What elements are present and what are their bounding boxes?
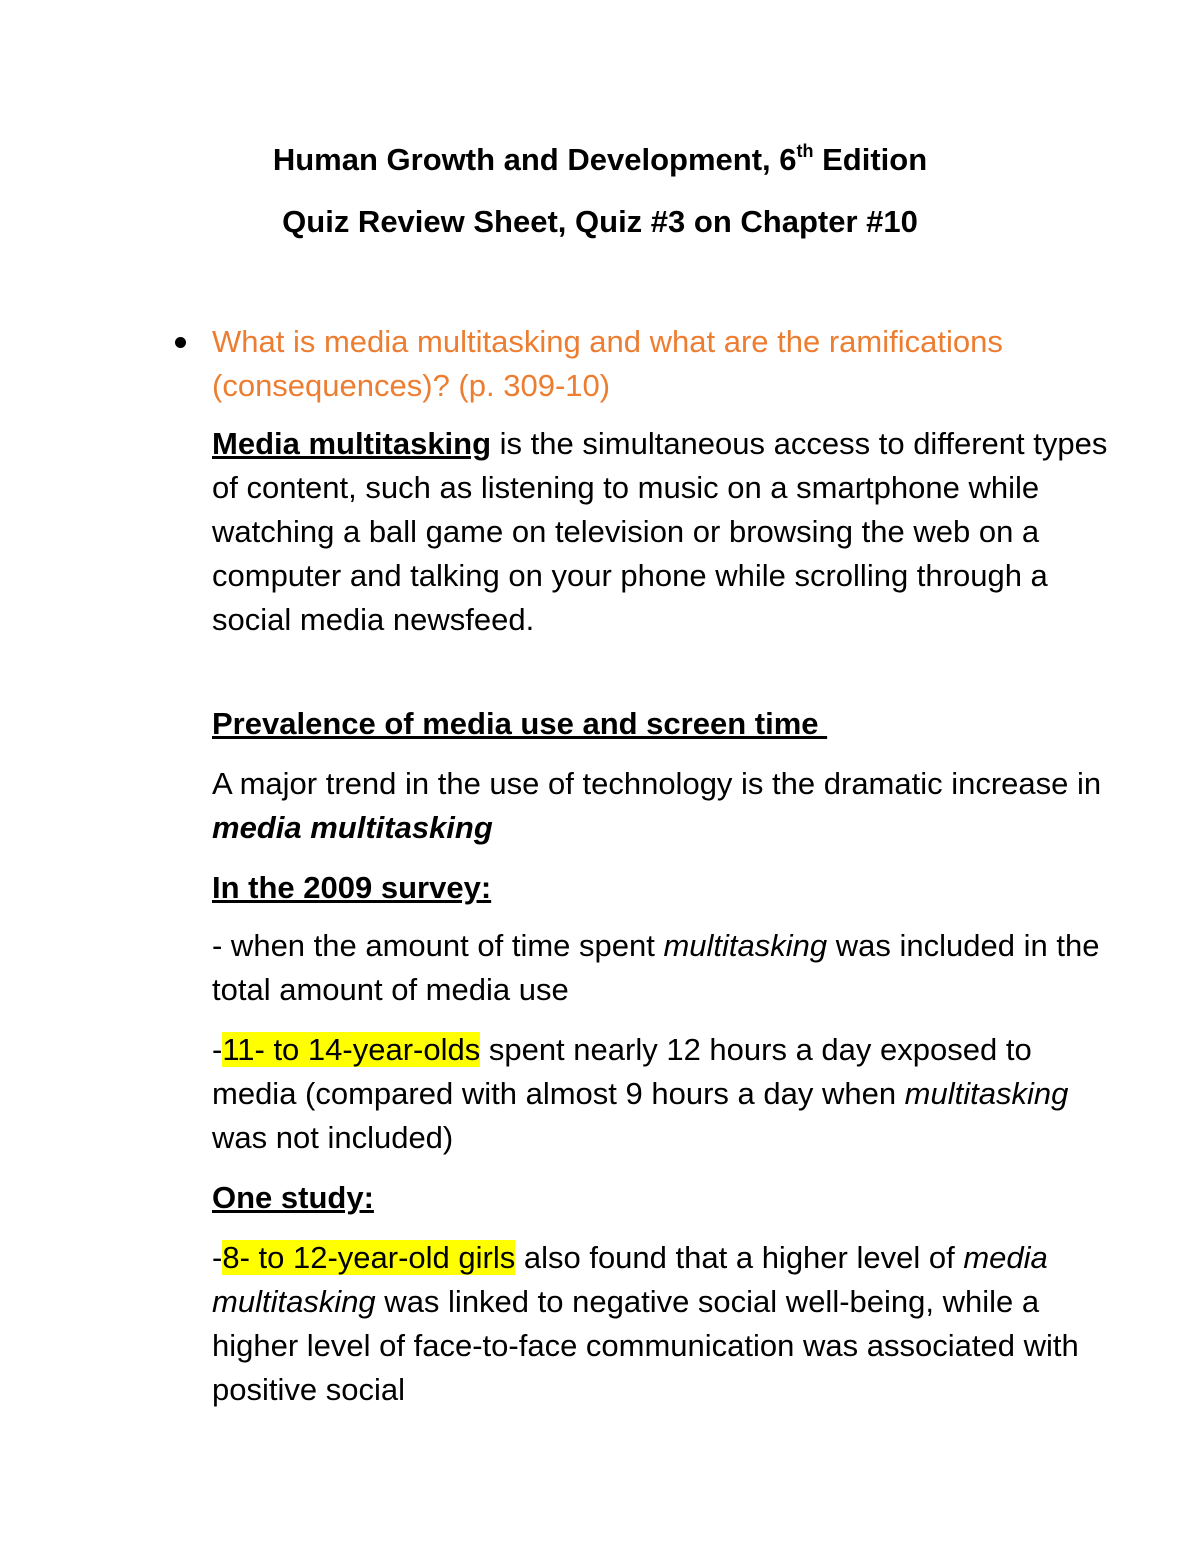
- document-title: [0, 140, 1200, 180]
- highlight-girls-group: 8- to 12-year-old girls: [222, 1240, 516, 1275]
- survey-line-2-emphasis: multitasking: [904, 1076, 1069, 1111]
- survey-line-2-mid: spent nearly 12 hours a day exposed to media (compared with almost 9 hours a day when: [212, 1032, 1032, 1111]
- definition-text: is the simultaneous access to different types of content, such as listening to music on a smartphone while watching a ball game on television or browsing the web on a computer and talking on your phone while scrolling through a social media newsfeed.: [212, 426, 1108, 637]
- study-line-1: [212, 1236, 1112, 1412]
- highlight-age-group: 11- to 14-year-olds: [222, 1032, 481, 1067]
- prevalence-emphasis: media multitasking: [212, 810, 493, 845]
- study-line-1-mid: also found that a higher level of: [515, 1240, 964, 1275]
- review-question: What is media multitasking and what are the ramifications (consequences)? (p. 309-10): [212, 324, 1003, 403]
- study-line-1-post: was linked to negative social well-being, while a higher level of face-to-face communication was associated with positive social: [212, 1284, 1079, 1407]
- title-end: Edition: [813, 142, 928, 177]
- survey-line-2: [212, 1028, 1112, 1160]
- document-subtitle: Quiz Review Sheet, Quiz #3 on Chapter #10: [282, 204, 918, 239]
- title-main: Human Growth and Development, 6: [272, 142, 797, 177]
- survey-heading: In the 2009 survey:: [212, 870, 492, 905]
- survey-line-2-dash: -: [212, 1032, 223, 1067]
- prevalence-heading: Prevalence of media use and screen time: [212, 706, 828, 741]
- survey-line-2-post: was not included): [212, 1120, 454, 1155]
- bullet-icon: [175, 337, 186, 348]
- survey-line-1-post: was included in the total amount of media use: [212, 928, 1100, 1007]
- study-line-1-emphasis: media multitasking: [212, 1240, 1048, 1319]
- definition-term: Media multitasking: [212, 426, 492, 461]
- prevalence-paragraph: [212, 762, 1112, 850]
- study-line-1-dash: -: [212, 1240, 223, 1275]
- title-superscript: th: [796, 140, 814, 161]
- survey-line-1: [212, 924, 1112, 1012]
- study-heading: One study:: [212, 1180, 374, 1215]
- survey-line-1-emphasis: multitasking: [663, 928, 828, 963]
- definition-paragraph: [212, 422, 1112, 642]
- prevalence-text: A major trend in the use of technology is the dramatic increase in: [212, 766, 1102, 801]
- survey-line-1-pre: - when the amount of time spent: [212, 928, 664, 963]
